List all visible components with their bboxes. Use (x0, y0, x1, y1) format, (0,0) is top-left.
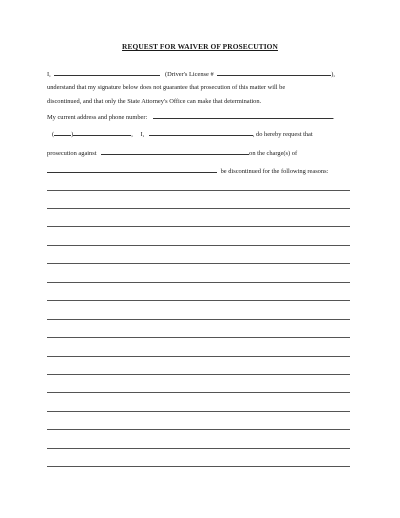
reason-line[interactable] (47, 190, 350, 191)
reason-line[interactable] (47, 411, 350, 412)
phone-comma: , (131, 131, 133, 138)
reason-line[interactable] (47, 356, 350, 357)
understand-text: understand that my signature below does not guarantee that prosecution of this matter will be (47, 84, 286, 91)
reasons-text: be discontinued for the following reasons: (220, 168, 329, 175)
drivers-license-field[interactable] (217, 69, 331, 76)
reason-line[interactable] (47, 448, 350, 449)
reason-line[interactable] (47, 263, 350, 264)
request-text: , do hereby request that (252, 131, 313, 138)
reason-line[interactable] (47, 282, 350, 283)
phone-close: ) (71, 131, 74, 138)
reason-line[interactable] (47, 392, 350, 393)
prosecution-line (47, 148, 297, 158)
reason-line[interactable] (47, 429, 350, 430)
charges-label: on the charge(s) of (249, 150, 298, 157)
discontinued-text: discontinued, and that only the State Attorney's Office can make that determination. (47, 98, 262, 105)
drivers-license-close: ), (331, 71, 336, 78)
name-license-line (47, 69, 335, 79)
address-line (47, 112, 335, 122)
address-field[interactable] (153, 112, 333, 119)
reason-line[interactable] (47, 208, 350, 209)
phone-open: ( (52, 131, 55, 138)
requester-name-field[interactable] (149, 129, 253, 136)
i-label-2: I, (140, 131, 145, 138)
reason-line[interactable] (47, 226, 350, 227)
i-label: I, (47, 71, 51, 78)
reason-line[interactable] (47, 337, 350, 338)
prosecution-label: prosecution against (47, 150, 97, 157)
phone-number-field[interactable] (73, 129, 131, 136)
reason-line[interactable] (47, 374, 350, 375)
reason-line[interactable] (47, 466, 350, 467)
address-label: My current address and phone number: (47, 114, 148, 121)
form-title: REQUEST FOR WAIVER OF PROSECUTION (122, 42, 278, 51)
charges-field[interactable] (47, 166, 217, 173)
defendant-field[interactable] (101, 148, 249, 155)
reason-line[interactable] (47, 300, 350, 301)
phone-request-line (52, 129, 313, 139)
name-field[interactable] (54, 69, 160, 76)
reason-line[interactable] (47, 319, 350, 320)
drivers-license-label: (Driver's License # (164, 71, 214, 78)
charges-line (47, 166, 328, 176)
address-end: . (332, 114, 335, 121)
reason-line[interactable] (47, 245, 350, 246)
area-code-field[interactable] (54, 129, 74, 138)
